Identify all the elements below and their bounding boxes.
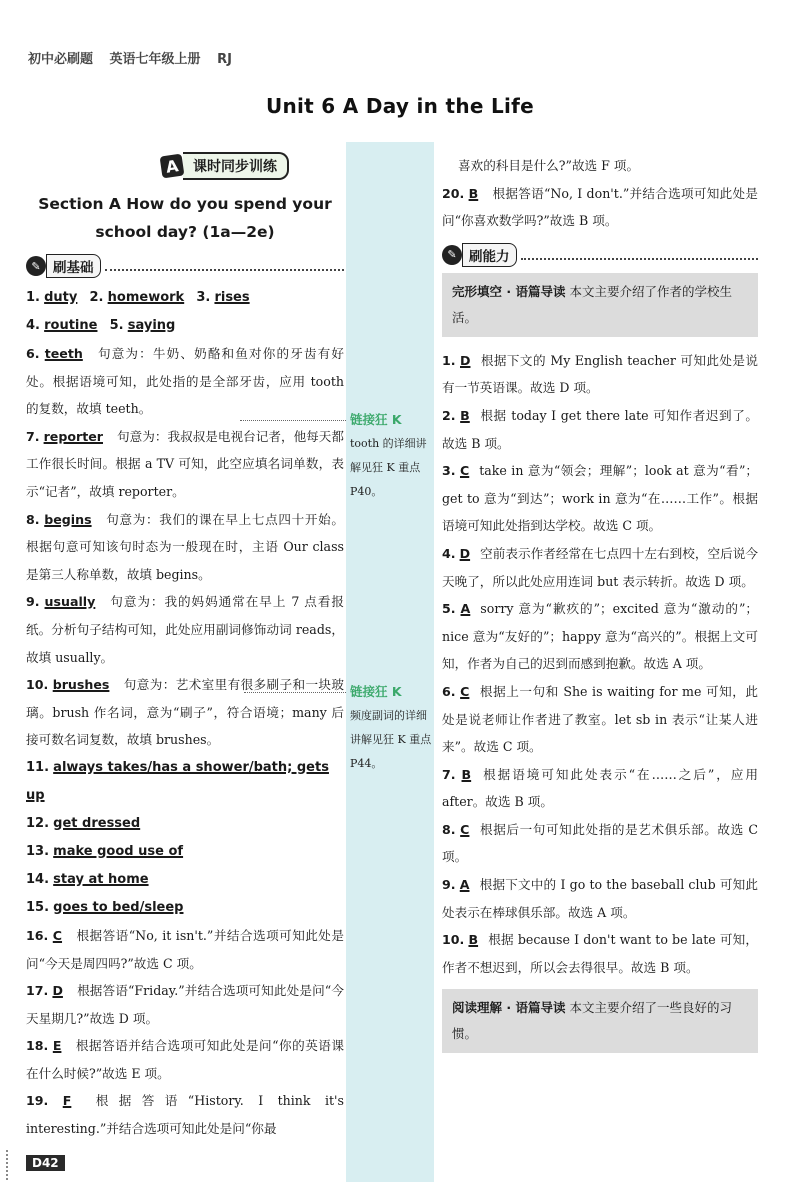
page-number: D42 bbox=[26, 1155, 65, 1171]
question-item bbox=[442, 180, 758, 235]
item-number: 1. bbox=[26, 290, 40, 305]
answer: B bbox=[461, 766, 472, 782]
section-title bbox=[26, 190, 344, 246]
explanation: 根据 because I don't want to be late 可知，作者不想迟到，所以会去得很早。故选 B 项。 bbox=[442, 932, 758, 975]
left-column bbox=[26, 152, 344, 1143]
answer-row bbox=[26, 894, 344, 922]
item-number: 10. bbox=[442, 932, 465, 948]
answer-row bbox=[26, 312, 344, 340]
item-number: 10. bbox=[26, 677, 49, 693]
question-item bbox=[26, 340, 344, 423]
explanation: 句意为：我叔叔是电视台记者，他每天都工作很长时间。根据 a TV 可知，此空应填名词单数，表示“记者”，故填 reporter。 bbox=[26, 428, 344, 499]
margin-notes-strip bbox=[346, 142, 434, 1182]
item-number: 7. bbox=[26, 428, 40, 444]
answer: teeth bbox=[44, 346, 83, 361]
question-item bbox=[26, 922, 344, 977]
item-number: 16. bbox=[26, 927, 49, 943]
question-item bbox=[26, 1032, 344, 1087]
explanation: 句意为：我的妈妈通常在早上 7 点看报纸。分析句子结构可知，此处应用副词修饰动词 reads，故填 usually。 bbox=[26, 594, 344, 665]
question-item bbox=[26, 977, 344, 1032]
note-heading: 链接狂 K bbox=[350, 684, 402, 699]
explanation: 根据上一句和 She is waiting for me 可知，此处是说老师让作者进了教室。let sb in 表示“让某人进来”。故选 C 项。 bbox=[442, 683, 758, 755]
answer: A bbox=[459, 877, 470, 893]
item-number: 2. bbox=[442, 407, 456, 423]
item-number: 9. bbox=[442, 877, 456, 893]
question-item bbox=[26, 588, 344, 671]
answer: make good use of bbox=[53, 843, 184, 859]
answer: B bbox=[460, 407, 470, 423]
explanation: 根据下文中的 I go to the baseball club 可知此处表示在棒球俱乐部。故选 A 项。 bbox=[442, 877, 758, 920]
book-name: 英语七年级上册 bbox=[109, 52, 201, 67]
question-item bbox=[26, 506, 344, 589]
item-number: 17. bbox=[26, 983, 49, 999]
continued-text: 喜欢的科目是什么?”故选 F 项。 bbox=[458, 158, 640, 173]
question-item bbox=[442, 678, 758, 761]
item-number: 4. bbox=[26, 318, 40, 333]
item-number: 8. bbox=[26, 511, 40, 527]
pen-icon: ✎ bbox=[26, 256, 46, 276]
running-header bbox=[28, 48, 244, 67]
answer-row bbox=[26, 810, 344, 838]
pen-icon: ✎ bbox=[442, 245, 462, 265]
explanation: 句意为：我们的课在早上七点四十开始。根据句意可知该句时态为一般现在时，主语 Our class 是第三人称单数，故填 begins。 bbox=[26, 511, 344, 582]
answer: E bbox=[52, 1038, 62, 1054]
item-number: 18. bbox=[26, 1038, 49, 1054]
banner-letter-icon: A bbox=[160, 154, 185, 179]
basic-practice-label: 刷基础 bbox=[46, 254, 101, 278]
answer: goes to bed/sleep bbox=[53, 899, 184, 915]
answer: rises bbox=[214, 290, 250, 305]
item-number: 1. bbox=[442, 352, 456, 368]
basic-practice-banner bbox=[26, 254, 344, 278]
answer: D bbox=[460, 352, 471, 368]
note-link-line bbox=[244, 692, 346, 693]
answer: stay at home bbox=[53, 871, 149, 887]
item-number: 15. bbox=[26, 899, 50, 915]
item-number: 4. bbox=[442, 545, 456, 561]
explanation: 根据答语“History. I think it's interesting.”并结合选项可知此处是问“你最 bbox=[26, 1093, 344, 1137]
question-item bbox=[442, 595, 758, 678]
answer: usually bbox=[44, 594, 96, 610]
explanation: 根据答语“No, it isn't.”并结合选项可知此处是问“今天是周四吗?”故选 C 项。 bbox=[26, 927, 344, 971]
dotted-divider bbox=[521, 250, 759, 260]
question-item bbox=[442, 871, 758, 926]
item-number: 8. bbox=[442, 821, 456, 837]
explanation: 句意为：牛奶、奶酪和鱼对你的牙齿有好处。根据语境可知，此处指的是全部牙齿，应用 tooth 的复数，故填 teeth。 bbox=[26, 346, 345, 417]
lesson-banner bbox=[106, 152, 344, 180]
answer-row bbox=[26, 284, 344, 312]
banner-text: 课时同步训练 bbox=[183, 152, 289, 180]
item-number: 13. bbox=[26, 843, 50, 859]
question-item bbox=[442, 816, 758, 871]
item-number: 6. bbox=[26, 346, 40, 361]
answer: A bbox=[460, 601, 471, 617]
ability-practice-label: 刷能力 bbox=[462, 243, 517, 267]
item-number: 6. bbox=[442, 683, 456, 699]
item-number: 11. bbox=[26, 759, 50, 775]
answer: F bbox=[62, 1093, 72, 1109]
explanation: sorry 意为“歉疚的”；excited 意为“激动的”；nice 意为“友好的”；happy 意为“高兴的”。根据上文可知，作者为自己的迟到而感到抱歉。故选 A 项。 bbox=[442, 601, 758, 672]
item-number: 9. bbox=[26, 594, 40, 610]
cloze-summary: 本文主要介绍了作者的学校生活。 bbox=[452, 283, 732, 325]
answer: B bbox=[468, 932, 479, 948]
question-item bbox=[26, 423, 344, 506]
question-item bbox=[442, 540, 758, 595]
item-number: 19. bbox=[26, 1093, 49, 1109]
answer-row bbox=[26, 754, 344, 810]
section-title-line1: Section A How do you spend your bbox=[38, 195, 332, 213]
answer: get dressed bbox=[53, 815, 141, 831]
explanation: 句意为：艺术室里有很多刷子和一块玻璃。brush 作名词，意为“刷子”，符合语境；many 后接可数名词复数，故填 brushes。 bbox=[26, 677, 344, 748]
note-body: tooth 的详细讲解见狂 K 重点 P40。 bbox=[350, 437, 427, 498]
margin-note bbox=[350, 680, 434, 776]
answer-row bbox=[26, 838, 344, 866]
reading-tag: 阅读理解 · 语篇导读 bbox=[452, 1000, 566, 1016]
answer: saying bbox=[127, 318, 176, 333]
answer: always takes/has a shower/bath; gets up bbox=[26, 759, 329, 803]
dotted-divider bbox=[105, 261, 345, 271]
question-item bbox=[26, 1087, 344, 1142]
explanation: 根据答语并结合选项可知此处是问“你的英语课在什么时候?”故选 E 项。 bbox=[26, 1038, 344, 1081]
item-number: 12. bbox=[26, 815, 50, 831]
note-body: 频度副词的详细讲解见狂 K 重点 P44。 bbox=[350, 709, 432, 770]
item-number: 3. bbox=[196, 290, 211, 305]
item-number: 3. bbox=[442, 463, 456, 479]
explanation: 根据后一句可知此处指的是艺术俱乐部。故选 C 项。 bbox=[442, 821, 758, 865]
item-number: 5. bbox=[442, 601, 456, 617]
series-name: 初中必刷题 bbox=[28, 52, 94, 67]
unit-title: Unit 6 A Day in the Life bbox=[265, 94, 535, 118]
question-item bbox=[442, 347, 758, 402]
explanation: take in 意为“领会；理解”；look at 意为“看”；get to 意为“到达”；work in 意为“在……工作”。根据语境可知此处指到达学校。故选 C 项。 bbox=[442, 463, 758, 534]
item-number: 20. bbox=[442, 185, 465, 201]
right-column bbox=[442, 152, 758, 1053]
answer: homework bbox=[107, 290, 185, 305]
question-item bbox=[442, 761, 758, 816]
margin-note bbox=[350, 408, 434, 504]
answer: C bbox=[460, 683, 470, 699]
answer: C bbox=[459, 463, 470, 479]
item-number: 5. bbox=[109, 318, 124, 333]
section-title-line2: school day? (1a—2e) bbox=[95, 223, 275, 241]
question-item bbox=[442, 457, 758, 540]
item-number: 14. bbox=[26, 871, 50, 887]
question-item bbox=[442, 926, 758, 981]
item-number: 2. bbox=[89, 290, 104, 305]
explanation: 根据答语“No, I don't.”并结合选项可知此处是问“你喜欢数学吗?”故选 B 项。 bbox=[442, 185, 758, 229]
reading-summary: 本文主要介绍了一些良好的习惯。 bbox=[452, 1000, 732, 1042]
question-item bbox=[442, 402, 758, 457]
answer: D bbox=[459, 545, 471, 561]
ability-practice-banner bbox=[442, 243, 758, 267]
answer: reporter bbox=[43, 428, 103, 444]
explanation: 根据答语“Friday.”并结合选项可知此处是问“今天星期几?”故选 D 项。 bbox=[26, 983, 344, 1026]
answer: C bbox=[52, 927, 63, 943]
note-heading: 链接狂 K bbox=[350, 412, 402, 427]
explanation: 空前表示作者经常在七点四十左右到校，空后说今天晚了，所以此处应用连词 but 表示转折。故选 D 项。 bbox=[442, 545, 758, 589]
explanation: 根据下文的 My English teacher 可知此处是说有一节英语课。故选 D 项。 bbox=[442, 352, 758, 396]
answer: routine bbox=[44, 318, 98, 333]
answer: B bbox=[468, 185, 479, 201]
cloze-tag: 完形填空 · 语篇导读 bbox=[452, 283, 566, 299]
answer: brushes bbox=[52, 677, 110, 693]
item-number: 7. bbox=[442, 766, 456, 782]
cloze-intro-box bbox=[442, 273, 758, 337]
explanation: 根据语境可知此处表示“在……之后”，应用 after。故选 B 项。 bbox=[442, 766, 758, 810]
answer-row bbox=[26, 866, 344, 894]
note-link-line bbox=[240, 420, 346, 421]
edition: RJ bbox=[217, 52, 232, 67]
explanation: 根据 today I get there late 可知作者迟到了。故选 B 项。 bbox=[442, 407, 758, 451]
answer: C bbox=[460, 821, 470, 837]
answer: begins bbox=[44, 511, 92, 527]
reading-intro-box bbox=[442, 989, 758, 1053]
question-item bbox=[26, 671, 344, 754]
answer: duty bbox=[44, 290, 78, 305]
answer: D bbox=[52, 983, 63, 999]
page-edge-dots bbox=[6, 1150, 26, 1180]
